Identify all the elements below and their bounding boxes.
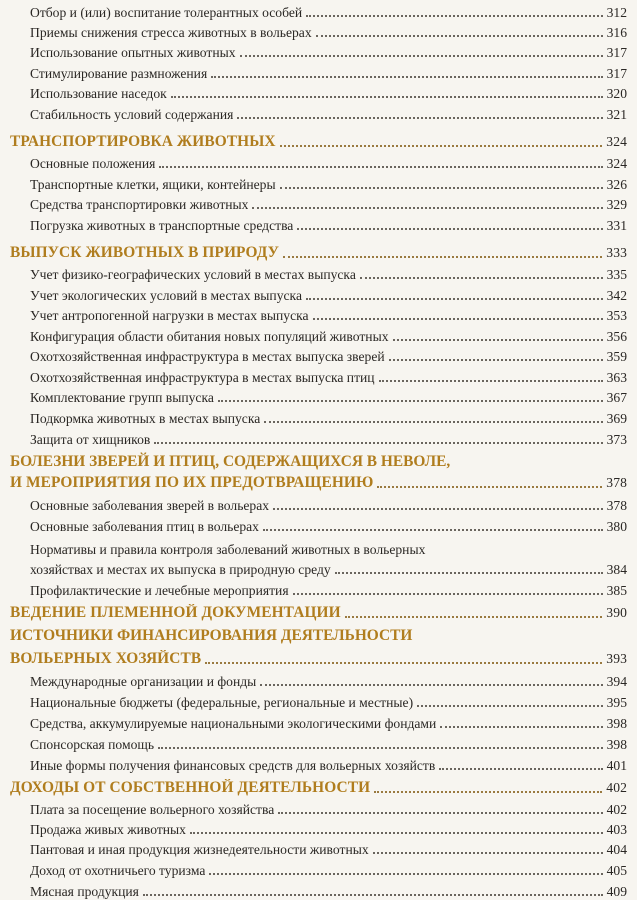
toc-entry-row[interactable] [0,4,637,21]
toc-entry-row[interactable] [0,715,637,732]
section-title: ВЫПУСК ЖИВОТНЫХ В ПРИРОДУ [10,244,280,261]
dot-leader [237,116,602,119]
dot-leader [389,358,603,361]
toc-entry-row[interactable] [0,44,637,61]
dot-leader [306,14,602,17]
entry-title: Приемы снижения стресса животных в вольерах [30,25,312,40]
toc-entry-row[interactable] [0,883,637,900]
dot-leader [379,379,603,382]
toc-entry-row[interactable] [0,155,637,172]
section-title-line: ИСТОЧНИКИ ФИНАНСИРОВАНИЯ ДЕЯТЕЛЬНОСТИ [10,627,413,644]
dot-leader [293,592,603,595]
page-number: 369 [606,411,627,426]
section-title: ТРАНСПОРТИРОВКА ЖИВОТНЫХ [10,133,276,150]
dot-leader [345,615,603,618]
dot-leader [360,276,603,279]
entry-title: Мясная продукция [30,884,139,899]
page-number: 324 [606,156,627,171]
dot-leader [313,317,603,320]
entry-title: Основные заболевания зверей в вольерах [30,498,270,513]
page-number: 390 [606,605,627,620]
toc-entry-row[interactable] [0,348,637,365]
page-number: 363 [606,370,627,385]
page-number: 378 [606,475,627,490]
page-number: 316 [606,25,627,40]
entry-title: Средства транспортировки животных [30,197,249,212]
toc-section-row[interactable] [0,602,637,622]
toc-entry-row[interactable] [0,431,637,448]
dot-leader [439,767,602,770]
toc-entry-row[interactable] [0,106,637,123]
toc-entry-row[interactable] [0,582,637,599]
dot-leader [393,338,603,341]
entry-title-line: Нормативы и правила контроля заболеваний животных в вольерных [30,542,426,557]
toc-section-row[interactable] [0,242,637,262]
dot-leader [190,831,603,834]
dot-leader [297,227,602,230]
toc-entry-row[interactable] [0,821,637,838]
entry-title: Международные организации и фонды [30,674,257,689]
dot-leader [377,485,602,488]
page-number: 342 [606,288,627,303]
entry-title: Продажа живых животных [30,822,186,837]
page-number: 321 [606,107,627,122]
dot-leader [278,811,602,814]
entry-title: Отбор и (или) воспитание толерантных особей [30,5,303,20]
page-number: 378 [606,498,627,513]
entry-title: Национальные бюджеты (федеральные, региональные и местные) [30,695,414,710]
page-number: 324 [606,134,627,149]
entry-title: Профилактические и лечебные мероприятия [30,583,289,598]
toc-section-row[interactable] [0,131,637,151]
dot-leader [280,186,603,189]
toc-entry-row[interactable] [0,176,637,193]
page-number: 380 [606,519,627,534]
toc-entry-row[interactable] [0,862,637,879]
page-number: 329 [606,197,627,212]
section-title-line: БОЛЕЗНИ ЗВЕРЕЙ И ПТИЦ, СОДЕРЖАЩИХСЯ В НЕВОЛЕ, [10,453,451,470]
dot-leader [283,255,602,258]
entry-title: Доход от охотничьего туризма [30,863,206,878]
dot-leader [335,571,603,574]
toc-entry-row[interactable] [0,410,637,427]
toc-section-row[interactable] [0,777,637,797]
dot-leader [252,206,602,209]
toc-entry-row[interactable] [0,369,637,386]
entry-title: Основные заболевания птиц в вольерах [30,519,259,534]
entry-title: Стимулирование размножения [30,66,208,81]
toc-entry-row[interactable] [0,85,637,102]
toc-entry-row[interactable] [0,196,637,213]
toc-section-row[interactable] [0,648,637,668]
entry-title: Комплектование групп выпуска [30,390,214,405]
page-number: 393 [606,651,627,666]
toc-entry-row[interactable] [0,24,637,41]
dot-leader [240,54,603,57]
toc-section-row[interactable] [0,472,637,492]
toc-entry-row[interactable] [0,841,637,858]
page-number: 404 [606,842,627,857]
toc-entry-row[interactable] [0,266,637,283]
entry-title: Защита от хищников [30,432,151,447]
page-number: 367 [606,390,627,405]
toc-entry-row[interactable] [0,65,637,82]
dot-leader [263,528,603,531]
entry-title: Спонсорская помощь [30,737,155,752]
dot-leader [373,851,603,854]
toc-entry-row[interactable] [0,497,637,514]
entry-title: Использование опытных животных [30,45,236,60]
page-number: 398 [606,716,627,731]
dot-leader [374,790,602,793]
toc-entry-row[interactable] [0,673,637,690]
page-number: 326 [606,177,627,192]
page-number: 317 [606,66,627,81]
dot-leader [209,872,602,875]
entry-title: хозяйствах и местах их выпуска в природную среду [30,562,331,577]
entry-title: Пантовая и иная продукция жизнедеятельности животных [30,842,369,857]
page-number: 409 [606,884,627,899]
section-title: ДОХОДЫ ОТ СОБСТВЕННОЙ ДЕЯТЕЛЬНОСТИ [10,779,371,796]
toc-entry-row[interactable] [0,518,637,535]
page-number: 385 [606,583,627,598]
page-number: 333 [606,245,627,260]
page-number: 317 [606,45,627,60]
page-number: 356 [606,329,627,344]
dot-leader [440,725,602,728]
dot-leader [211,75,602,78]
dot-leader [159,165,602,168]
entry-title: Учет антропогенной нагрузки в местах выпуска [30,308,309,323]
page-number: 335 [606,267,627,282]
page-number: 384 [606,562,627,577]
page-number: 403 [606,822,627,837]
dot-leader [158,746,603,749]
page-number: 402 [606,802,627,817]
page-number: 331 [606,218,627,233]
toc-entry-row[interactable] [0,287,637,304]
entry-title: Конфигурация области обитания новых популяций животных [30,329,389,344]
entry-title: Иные формы получения финансовых средств для вольерных хозяйств [30,758,436,773]
dot-leader [417,704,603,707]
section-title: ВОЛЬЕРНЫХ ХОЗЯЙСТВ [10,650,202,667]
dot-leader [205,661,602,664]
entry-title: Основные положения [30,156,156,171]
entry-title: Охотхозяйственная инфраструктура в местах выпуска птиц [30,370,375,385]
page-number: 405 [606,863,627,878]
page-number: 320 [606,86,627,101]
dot-leader [154,441,602,444]
dot-leader [273,507,603,510]
section-title: ВЕДЕНИЕ ПЛЕМЕННОЙ ДОКУМЕНТАЦИИ [10,604,341,621]
toc-entry-row[interactable] [0,694,637,711]
entry-title: Плата за посещение вольерного хозяйства [30,802,275,817]
toc-entry-row[interactable] [0,217,637,234]
page-number: 359 [606,349,627,364]
dot-leader [260,683,602,686]
dot-leader [143,893,603,896]
entry-title: Подкормка животных в местах выпуска [30,411,261,426]
dot-leader [264,420,602,423]
page-number: 394 [606,674,627,689]
dot-leader [218,399,603,402]
toc-entry-row[interactable] [0,757,637,774]
toc-entry-row[interactable] [0,736,637,753]
entry-title: Транспортные клетки, ящики, контейнеры [30,177,276,192]
entry-title: Погрузка животных в транспортные средства [30,218,294,233]
dot-leader [316,34,603,37]
page-number: 353 [606,308,627,323]
dot-leader [171,95,603,98]
entry-title: Учет экологических условий в местах выпуска [30,288,302,303]
toc-entry-row[interactable] [0,561,637,578]
dot-leader [306,297,603,300]
entry-title: Охотхозяйственная инфраструктура в местах выпуска зверей [30,349,385,364]
toc-entry-row[interactable] [0,389,637,406]
toc-entry-row[interactable] [0,307,637,324]
entry-title: Средства, аккумулируемые национальными экологическими фондами [30,716,437,731]
section-title: И МЕРОПРИЯТИЯ ПО ИХ ПРЕДОТВРАЩЕНИЮ [10,474,374,491]
toc-entry-row[interactable] [0,328,637,345]
toc-entry-row[interactable] [0,801,637,818]
entry-title: Учет физико-географических условий в местах выпуска [30,267,356,282]
dot-leader [280,144,603,147]
page-number: 395 [606,695,627,710]
page-number: 402 [606,780,627,795]
page-number: 398 [606,737,627,752]
page-number: 373 [606,432,627,447]
page-number: 312 [606,5,627,20]
page-number: 401 [606,758,627,773]
entry-title: Использование наседок [30,86,167,101]
entry-title: Стабильность условий содержания [30,107,234,122]
